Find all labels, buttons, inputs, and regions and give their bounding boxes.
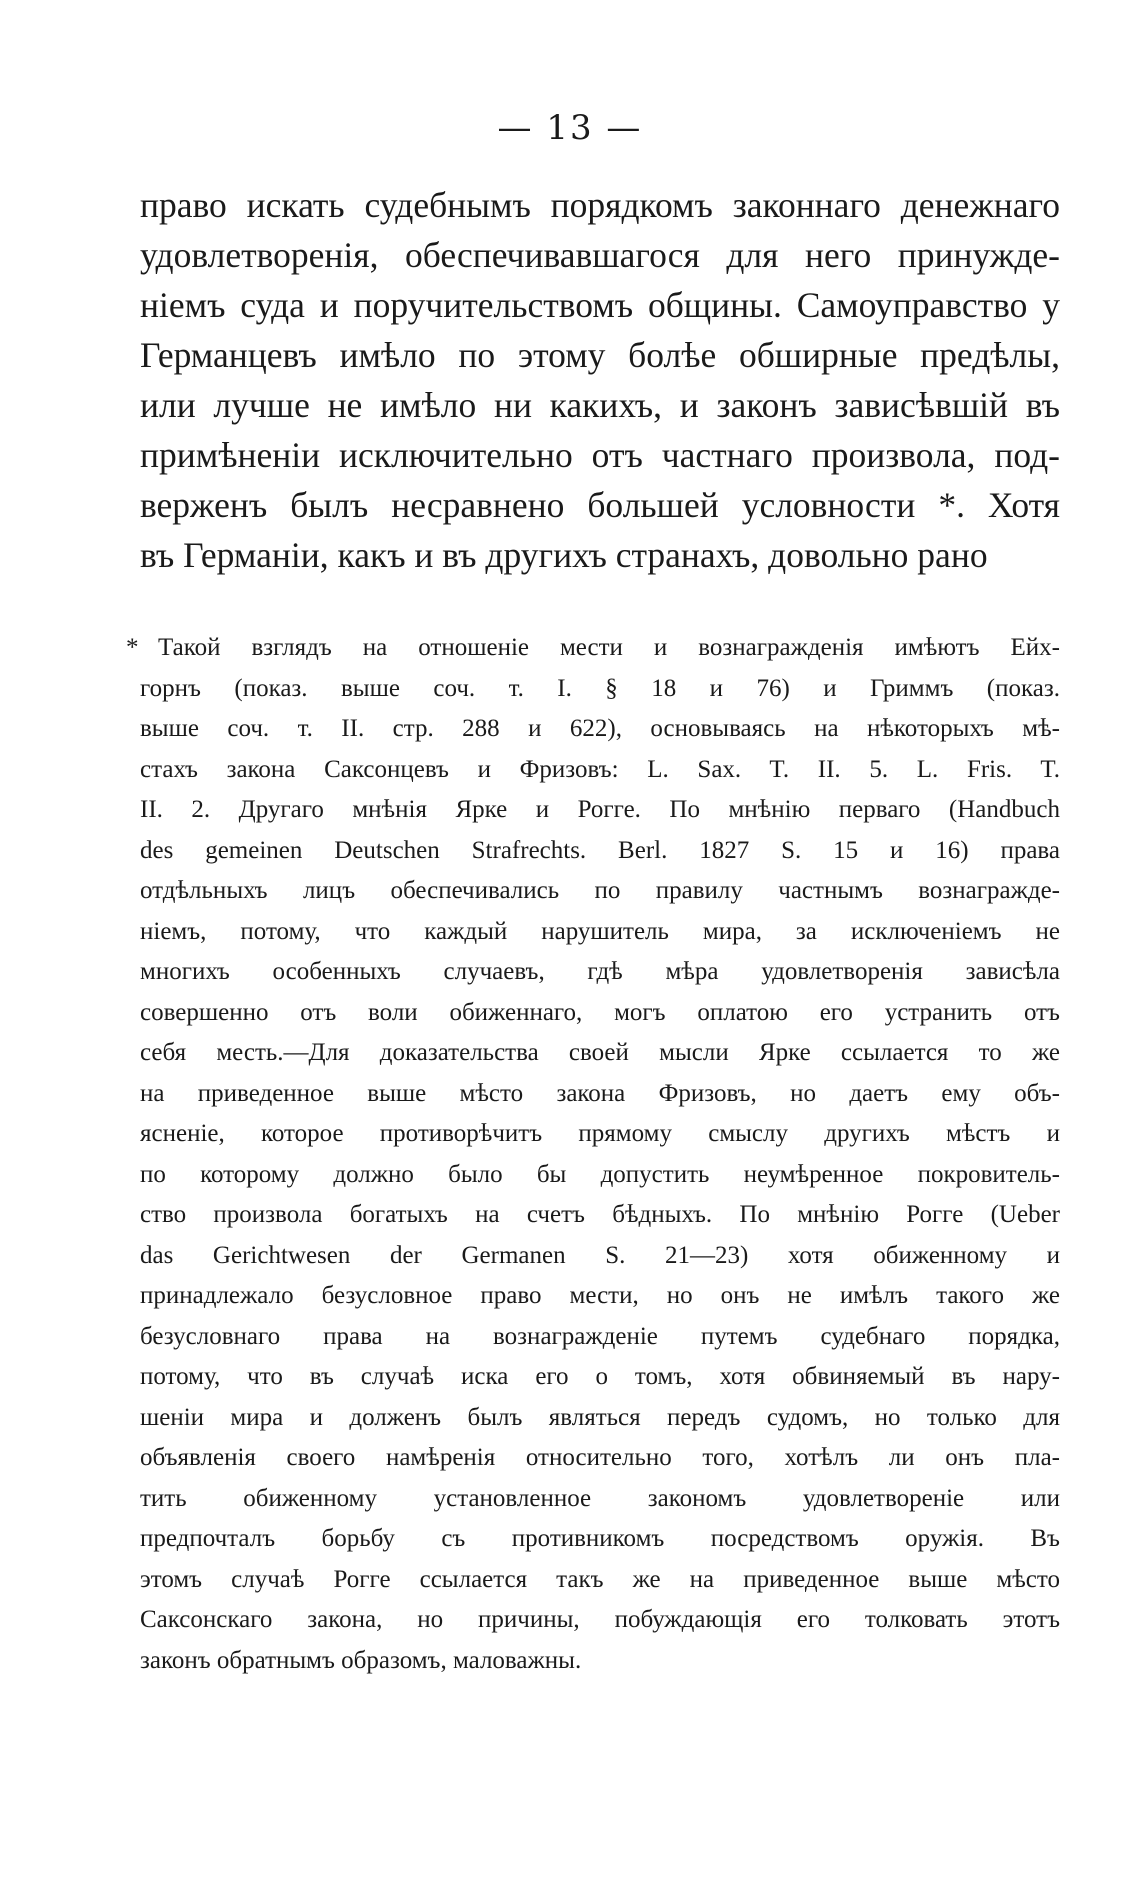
footnote-line: II. 2. Другаго мнѣнія Ярке и Рогге. По мнѣнію перваго (Handbuch — [140, 796, 1060, 823]
main-text-line: право искать судебнымъ порядкомъ законнаго денежнаго — [140, 185, 1060, 225]
main-text-block — [140, 180, 1060, 580]
footnote-line: по которому должно было бы допустить неумѣренное покровитель- — [140, 1160, 1060, 1188]
main-text-line: ніемъ суда и поручительствомъ общины. Самоуправство у — [140, 285, 1060, 325]
main-text-line: примѣненіи исключительно отъ частнаго произвола, под- — [140, 435, 1060, 475]
footnote-mark: * — [126, 634, 139, 661]
footnote-line: ство произвола богатыхъ на счетъ бѣдныхъ. По мнѣнію Рогге (Ueber — [140, 1201, 1060, 1228]
footnote-line: законъ обратнымъ образомъ, маловажны. — [140, 1646, 582, 1674]
footnote-line: des gemeinen Deutschen Strafrechts. Berl. 1827 S. 15 и 16) права — [140, 836, 1060, 864]
footnote-line: потому, что въ случаѣ иска его о томъ, хотя обвиняемый въ нару- — [140, 1363, 1060, 1390]
footnote-line: шеніи мира и долженъ былъ являться передъ судомъ, но только для — [140, 1403, 1060, 1431]
main-text-line: Германцевъ имѣло по этому болѣе обширные предѣлы, — [140, 335, 1060, 375]
footnote-line: предпочталъ борьбу съ противникомъ посредствомъ оружія. Въ — [140, 1525, 1060, 1552]
footnote-line: ясненіе, которое противорѣчитъ прямому смыслу другихъ мѣстъ и — [140, 1120, 1060, 1147]
main-text-line: верженъ былъ несравнено большей условности *. Хотя — [140, 485, 1060, 525]
footnote-line: выше соч. т. II. стр. 288 и 622), основываясь на нѣкоторыхъ мѣ- — [140, 715, 1060, 742]
footnote-line: объявленія своего намѣренія относительно того, хотѣлъ ли онъ пла- — [140, 1444, 1060, 1471]
footnote-line: стахъ закона Саксонцевъ и Фризовъ: L. Sax. T. II. 5. L. Fris. T. — [140, 755, 1060, 783]
footnote-line: себя месть.—Для доказательства своей мысли Ярке ссылается то же — [140, 1039, 1060, 1066]
footnote-line: ніемъ, потому, что каждый нарушитель мира, за исключеніемъ не — [140, 917, 1060, 945]
footnote-line: горнъ (показ. выше соч. т. I. § 18 и 76) и Гриммъ (показ. — [140, 674, 1060, 702]
footnote-block — [126, 628, 1060, 1681]
main-text-line: удовлетворенія, обеспечивавшагося для него принужде- — [140, 235, 1060, 275]
footnote-line: das Gerichtwesen der Germanen S. 21—23) хотя обиженному и — [140, 1241, 1060, 1269]
footnote-line: многихъ особенныхъ случаевъ, гдѣ мѣра удовлетворенія зависѣла — [140, 958, 1060, 985]
main-text-line: или лучше не имѣло ни какихъ, и законъ зависѣвшій въ — [140, 385, 1060, 425]
page-number: — 13 — — [497, 108, 643, 148]
footnote-line: безусловнаго права на вознагражденіе путемъ судебнаго порядка, — [140, 1322, 1060, 1350]
main-text-line: въ Германіи, какъ и въ другихъ странахъ, довольно рано — [140, 535, 988, 575]
footnote-line: тить обиженному установленное закономъ удовлетвореніе или — [140, 1484, 1060, 1512]
footnote-line: Саксонскаго закона, но причины, побуждающія его толковать этотъ — [140, 1606, 1060, 1633]
footnote-line: принадлежало безусловное право мести, но онъ не имѣлъ такого же — [140, 1282, 1060, 1309]
footnote-line: отдѣльныхъ лицъ обеспечивались по правилу частнымъ вознагражде- — [140, 877, 1060, 904]
footnote-line: на приведенное выше мѣсто закона Фризовъ, но даетъ ему объ- — [140, 1079, 1060, 1107]
footnote-line: совершенно отъ воли обиженнаго, могъ оплатою его устранить отъ — [140, 998, 1060, 1026]
footnote-line: Такой взглядъ на отношеніе мести и вознагражденія имѣютъ Ейх- — [158, 634, 1060, 661]
footnote-line: этомъ случаѣ Рогге ссылается такъ же на приведенное выше мѣсто — [140, 1565, 1060, 1593]
